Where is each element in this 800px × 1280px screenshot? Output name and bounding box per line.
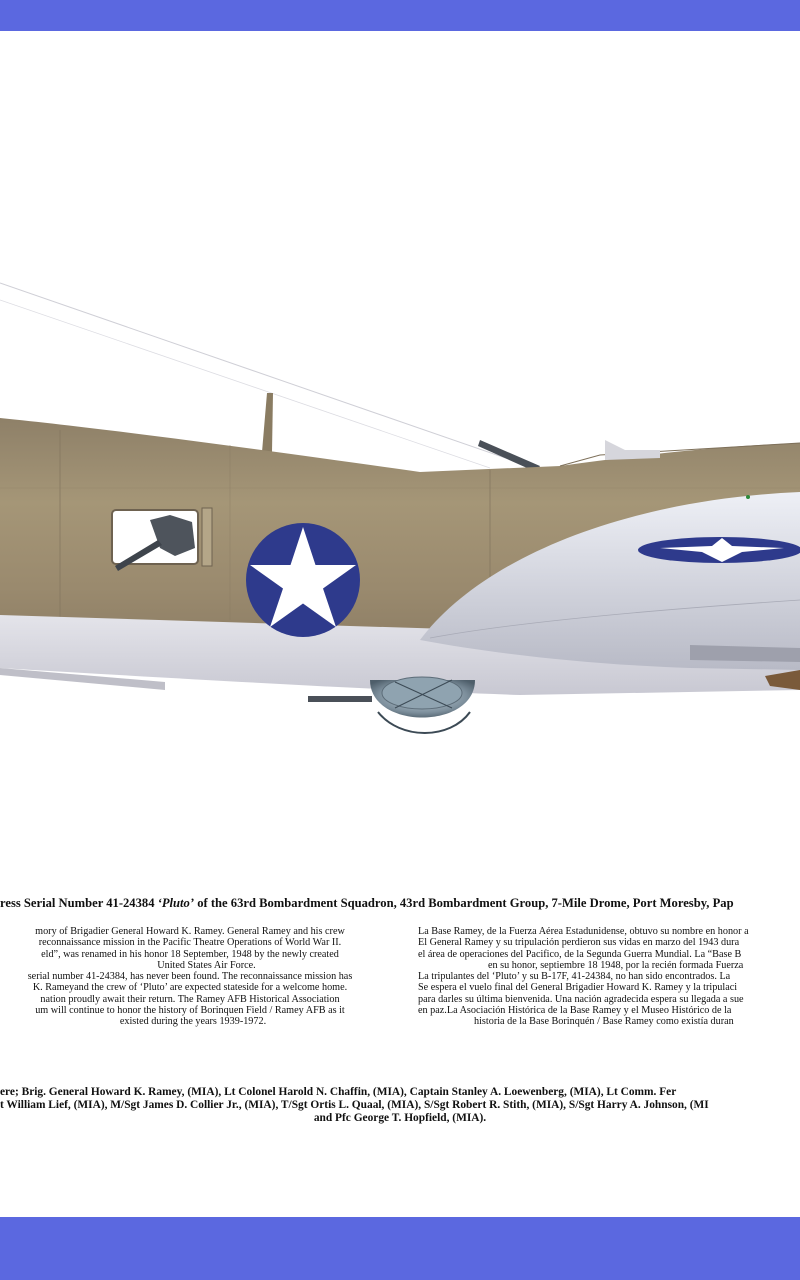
english-line: nation proudly await their return. The Ramey AFB Historical Association	[40, 993, 340, 1005]
canopy-hatch	[605, 440, 660, 460]
english-line: K. Rameyand the crew of ‘Pluto’ are expected stateside for a welcome home.	[32, 982, 348, 994]
spanish-line: para darles su última bienvenida. Una nación agradecida espera su llegada a sue	[418, 993, 744, 1005]
spanish-line: El General Ramey y su tripulación perdieron sus vidas en marzo del 1943 dura	[418, 937, 740, 949]
english-line: mory of Brigadier General Howard K. Ramey. General Ramey and his crew	[35, 926, 345, 937]
bottom-frame-bar	[0, 1217, 800, 1280]
spanish-line: Se espera el vuelo final del General Brigadier Howard K. Ramey y la tripulaci	[418, 982, 738, 994]
caption-title-aircraft-name: ‘Pluto’	[157, 896, 195, 910]
crew-line: ere; Brig. General Howard K. Ramey, (MIA), Lt Colonel Harold N. Chaffin, (MIA), Captain Stanley A. Loewenberg, (MIA), Lt Comm. Fer	[0, 1086, 677, 1098]
english-line: um will continue to honor the history of Borinquen Field / Ramey AFB as it	[35, 1005, 345, 1017]
spanish-text-column	[418, 926, 800, 1028]
aircraft-profile-canvas	[0, 31, 800, 1217]
b17-aircraft-illustration	[0, 31, 800, 1217]
english-line: existed during the years 1939-1972.	[119, 1016, 267, 1028]
caption-title-prefix: ress Serial Number 41-24384	[0, 896, 158, 910]
english-line: reconnaissance mission in the Pacific Theatre Operations of World War II.	[38, 937, 342, 949]
spanish-line: La tripulantes del ‘Pluto’ y su B-17F, 41-24384, no han sido encontrados. La	[418, 971, 731, 983]
top-frame-bar	[0, 0, 800, 31]
spanish-line: en paz.La Asociación Histórica de la Base Ramey y el Museo Histórico de la	[418, 1005, 732, 1017]
english-text-column	[0, 926, 380, 1028]
caption-title	[0, 896, 800, 911]
english-line: serial number 41-24384, has never been found. The reconnaissance mission has	[27, 971, 353, 983]
english-line: United States Air Force.	[157, 959, 256, 971]
crew-line: t William Lief, (MIA), M/Sgt James D. Collier Jr., (MIA), T/Sgt Ortis L. Quaal, (MIA), S/Sgt Robert R. Stith, (MIA), S/Sgt Harry A. Johnson, (MI	[0, 1099, 709, 1111]
caption-title-suffix: of the 63rd Bombardment Squadron, 43rd Bombardment Group, 7-Mile Drome, Port Moresby, Pap	[194, 896, 734, 910]
spanish-line: en su honor, septiembre 18 1948, por la recién formada Fuerza	[488, 959, 744, 971]
spanish-line: el área de operaciones del Pacifico, de la Segunda Guerra Mundial. La “Base B	[418, 948, 742, 960]
radio-mast	[262, 393, 273, 452]
crew-list	[0, 1086, 800, 1125]
ball-turret-gun	[308, 696, 372, 702]
spanish-line: La Base Ramey, de la Fuerza Aérea Estadunidense, obtuvo su nombre en honor a	[418, 926, 749, 937]
english-line: eld”, was renamed in his honor 18 September, 1948 by the newly created	[41, 948, 339, 960]
spanish-line: historia de la Base Borinquén / Base Ramey como existía duran	[474, 1016, 734, 1028]
crew-line: and Pfc George T. Hopfield, (MIA).	[313, 1112, 487, 1124]
